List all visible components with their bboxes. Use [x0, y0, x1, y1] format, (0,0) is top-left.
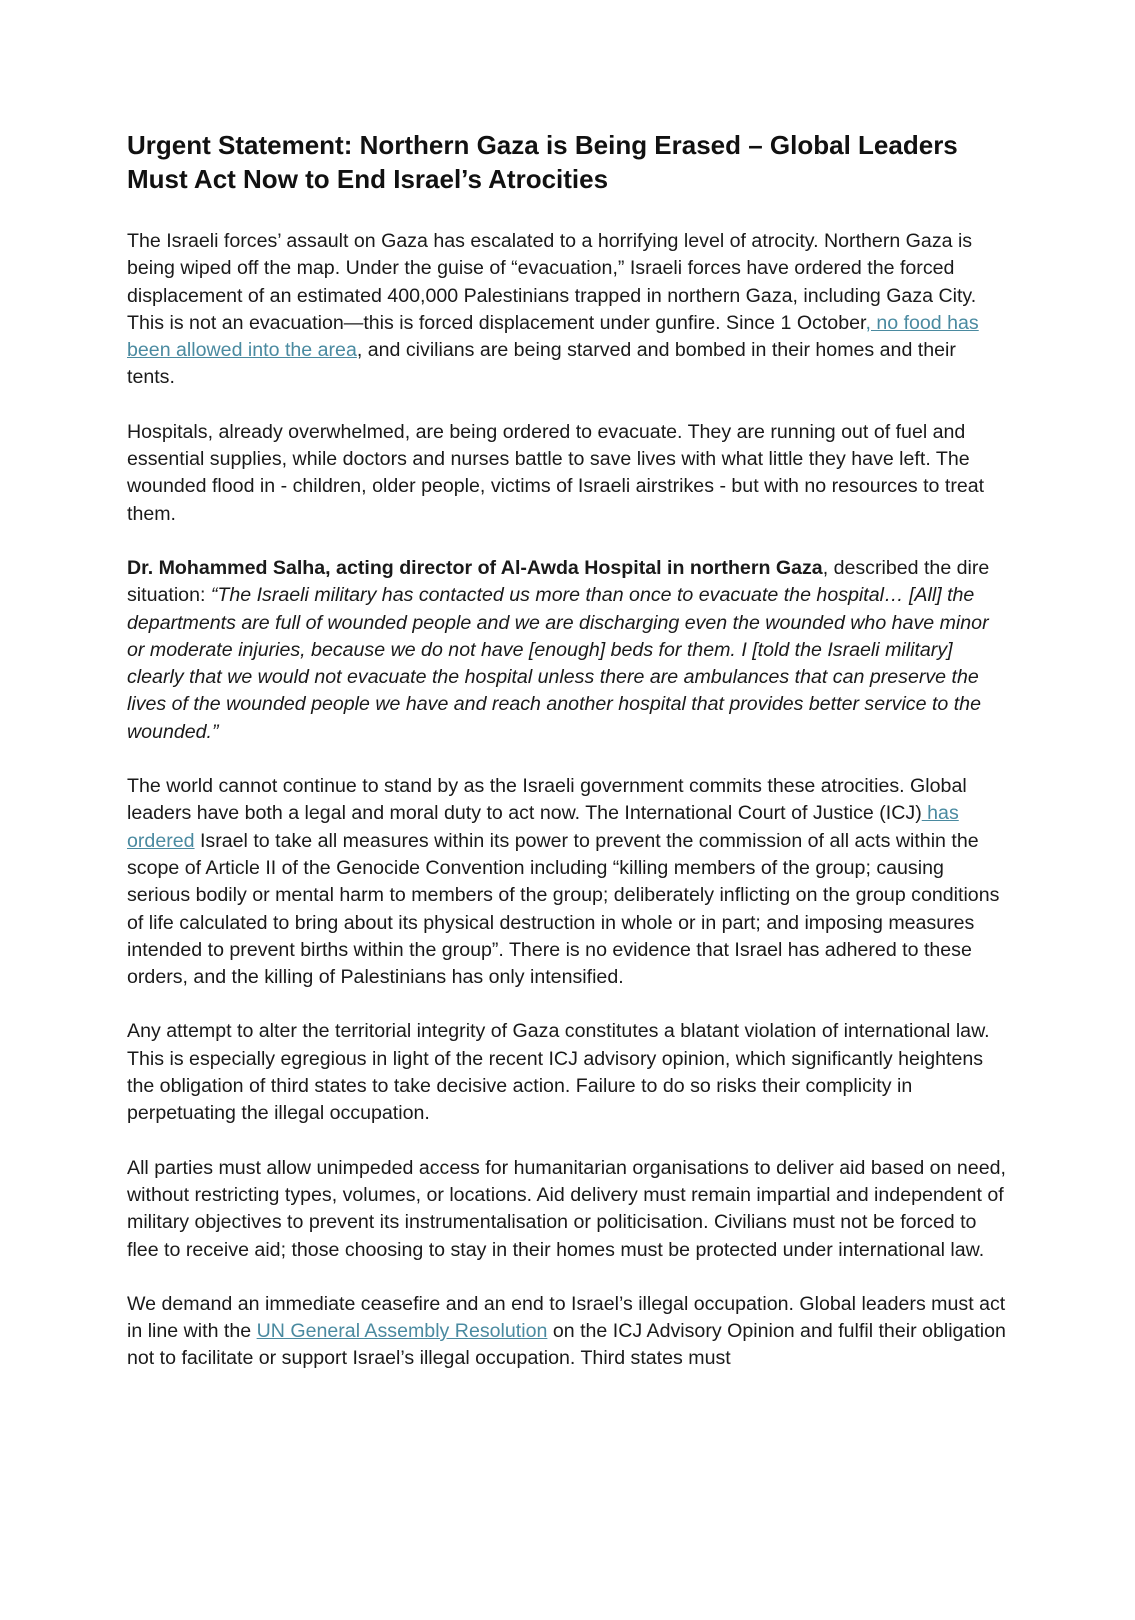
paragraph-text: We demand an immediate ceasefire and an end to Israel’s illegal occupation. Global leaders must act in line with the: [127, 1292, 1006, 1343]
no-food-link[interactable]: , no food has been allowed into the area: [127, 311, 979, 362]
paragraph-icj: [127, 773, 1007, 991]
paragraph-territorial-integrity: Any attempt to alter the territorial integrity of Gaza constitutes a blatant violation of international law. This is especially egregious in light of the recent ICJ advisory opinion, which significantly heightens the obligation of third states to take decisive action. Failure to do so risks their complicity in perpetuating the illegal occupation.: [127, 1020, 990, 1125]
paragraph-text: The world cannot continue to stand by as the Israeli government commits these atrocities. Global leaders have both a legal and moral duty to act now. The International Court of Justice (ICJ): [127, 775, 967, 825]
paragraph-hospitals: Hospitals, already overwhelmed, are being ordered to evacuate. They are running out of fuel and essential supplies, while doctors and nurses battle to save lives with what little they have left. The wounded flood in - children, older people, victims of Israeli airstrikes - but with no resources to treat them.: [127, 420, 985, 525]
paragraph-ceasefire-demand: [127, 1291, 1007, 1373]
un-resolution-link[interactable]: UN General Assembly Resolution: [256, 1320, 548, 1343]
document-page: [127, 128, 1007, 1400]
paragraph-text: on the ICJ Advisory Opinion and fulfil their obligation not to facilitate or support Israel’s illegal occupation. Third states must: [127, 1320, 1006, 1370]
paragraph-text: , described the dire situation:: [127, 556, 990, 607]
paragraph-text: , and civilians are being starved and bombed in their homes and their tents.: [127, 339, 956, 389]
has-ordered-link[interactable]: has ordered: [127, 802, 959, 852]
paragraph-doctor-quote: [127, 555, 1007, 746]
speaker-name: Dr. Mohammed Salha, acting director of Al-Awda Hospital in northern Gaza: [127, 556, 823, 579]
paragraph-humanitarian-access: All parties must allow unimpeded access for humanitarian organisations to deliver aid based on need, without restricting types, volumes, or locations. Aid delivery must remain impartial and independent of military objectives to prevent its instrumentalisation or politicisation. Civilians must not be forced to flee to receive aid; those choosing to stay in their homes must be protected under international law.: [127, 1156, 1006, 1261]
document-title: Urgent Statement: Northern Gaza is Being Erased – Global Leaders Must Act Now to End Israel’s Atrocities: [127, 130, 958, 194]
paragraph-displacement: [127, 228, 1007, 392]
paragraph-text: Israel to take all measures within its power to prevent the commission of all acts within the scope of Article II of the Genocide Convention including “killing members of the group; causing serious bodily or mental harm to members of the group; deliberately inflicting on the group conditions of life calculated to bring about its physical destruction in whole or in part; and imposing measures intended to prevent births within the group”. There is no evidence that Israel has adhered to these orders, and the killing of Palestinians has only intensified.: [127, 829, 1000, 989]
paragraph-text: The Israeli forces’ assault on Gaza has escalated to a horrifying level of atrocity. Northern Gaza is being wiped off the map. Under the guise of “evacuation,” Israeli forces have ordered the forced displacement of an estimated 400,000 Palestinians trapped in northern Gaza, including Gaza City. This is not an evacuation—this is forced displacement under gunfire. Since 1 October: [127, 230, 977, 334]
doctor-quote: “The Israeli military has contacted us more than once to evacuate the hospital… [All] the departments are full of wounded people and we are discharging even the wounded who have minor or moderate injuries, because we do not have [enough] beds for them. I [told the Israeli military] clearly that we would not evacuate the hospital unless there are ambulances that can preserve the lives of the wounded people we have and reach another hospital that provides better service to the wounded.”: [127, 584, 989, 743]
